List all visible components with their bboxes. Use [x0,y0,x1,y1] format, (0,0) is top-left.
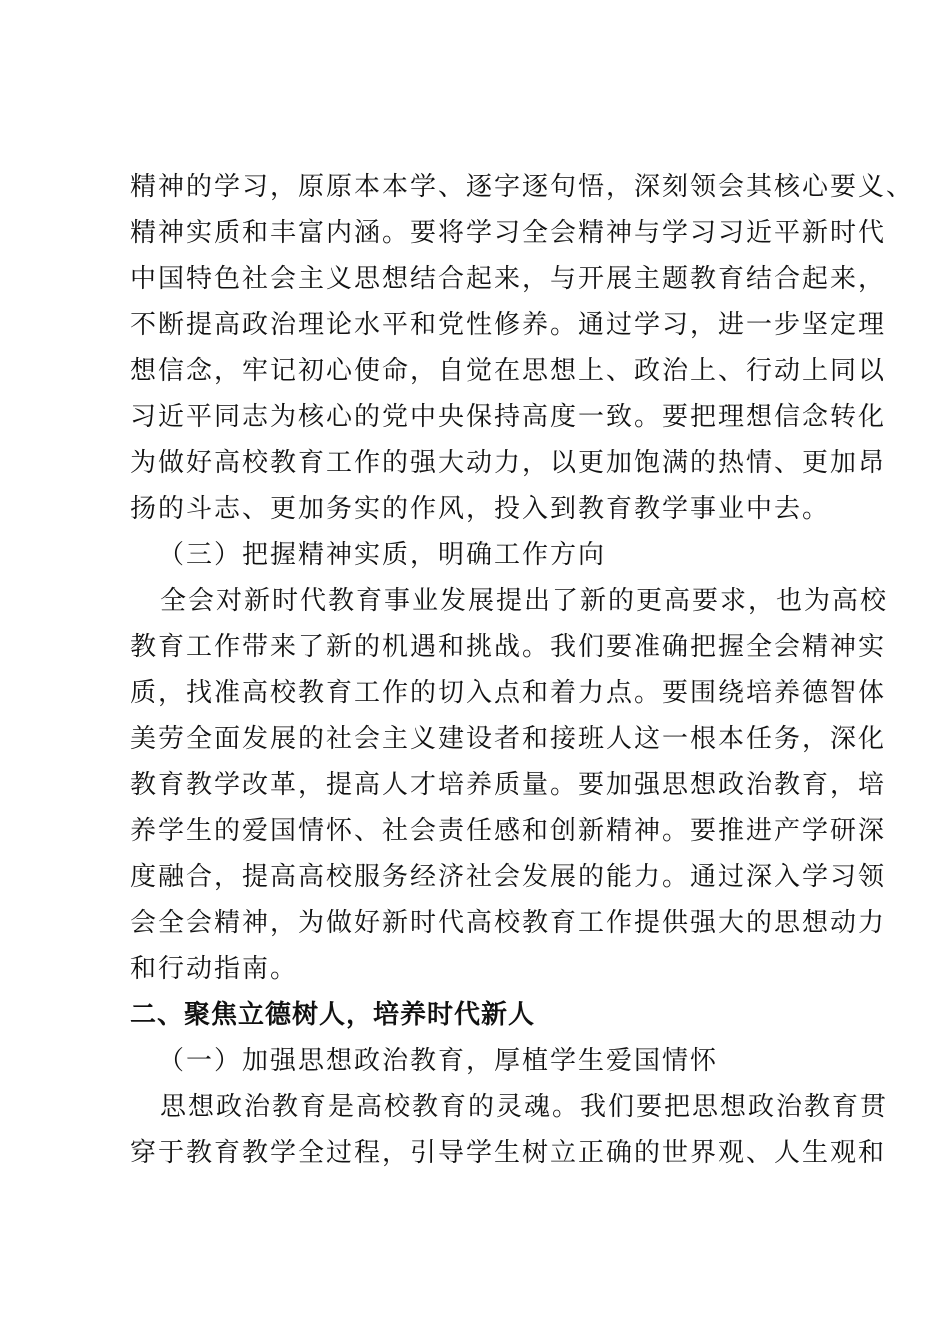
section-heading-2: 二、聚焦立德树人，培养时代新人 [130,1000,536,1030]
body-text-line: 会全会精神，为做好新时代高校教育工作提供强大的思想动力 [130,908,887,938]
body-text-line: 扬的斗志、更加务实的作风，投入到教育教学事业中去。 [130,494,831,524]
section-heading-3: （三）把握精神实质，明确工作方向 [158,540,607,570]
body-text-line: 和行动指南。 [130,954,299,984]
section-heading-2-1: （一）加强思想政治教育，厚植学生爱国情怀 [158,1046,719,1076]
body-text-line: 思想政治教育是高校教育的灵魂。我们要把思想政治教育贯 [160,1092,889,1122]
body-text-line: 精神的学习，原原本本学、逐字逐句悟，深刻领会其核心要义、 [130,172,915,202]
body-text-line: 不断提高政治理论水平和党性修养。通过学习，进一步坚定理 [130,310,887,340]
document-body [130,164,915,1176]
body-text-line: 质，找准高校教育工作的切入点和着力点。要围绕培养德智体 [130,678,887,708]
body-text-line: 教育教学改革，提高人才培养质量。要加强思想政治教育，培 [130,770,887,800]
body-text-line: 度融合，提高高校服务经济社会发展的能力。通过深入学习领 [130,862,887,892]
body-text-line: 中国特色社会主义思想结合起来，与开展主题教育结合起来， [130,264,887,294]
body-text-line: 穿于教育教学全过程，引导学生树立正确的世界观、人生观和 [130,1138,887,1168]
body-text-line: 习近平同志为核心的党中央保持高度一致。要把理想信念转化 [130,402,887,432]
body-text-line: 美劳全面发展的社会主义建设者和接班人这一根本任务，深化 [130,724,887,754]
body-text-line: 精神实质和丰富内涵。要将学习全会精神与学习习近平新时代 [130,218,887,248]
body-text-line: 全会对新时代教育事业发展提出了新的更高要求，也为高校 [160,586,889,616]
body-text-line: 教育工作带来了新的机遇和挑战。我们要准确把握全会精神实 [130,632,887,662]
body-text-line: 为做好高校教育工作的强大动力，以更加饱满的热情、更加昂 [130,448,887,478]
body-text-line: 养学生的爱国情怀、社会责任感和创新精神。要推进产学研深 [130,816,887,846]
body-text-line: 想信念，牢记初心使命，自觉在思想上、政治上、行动上同以 [130,356,887,386]
